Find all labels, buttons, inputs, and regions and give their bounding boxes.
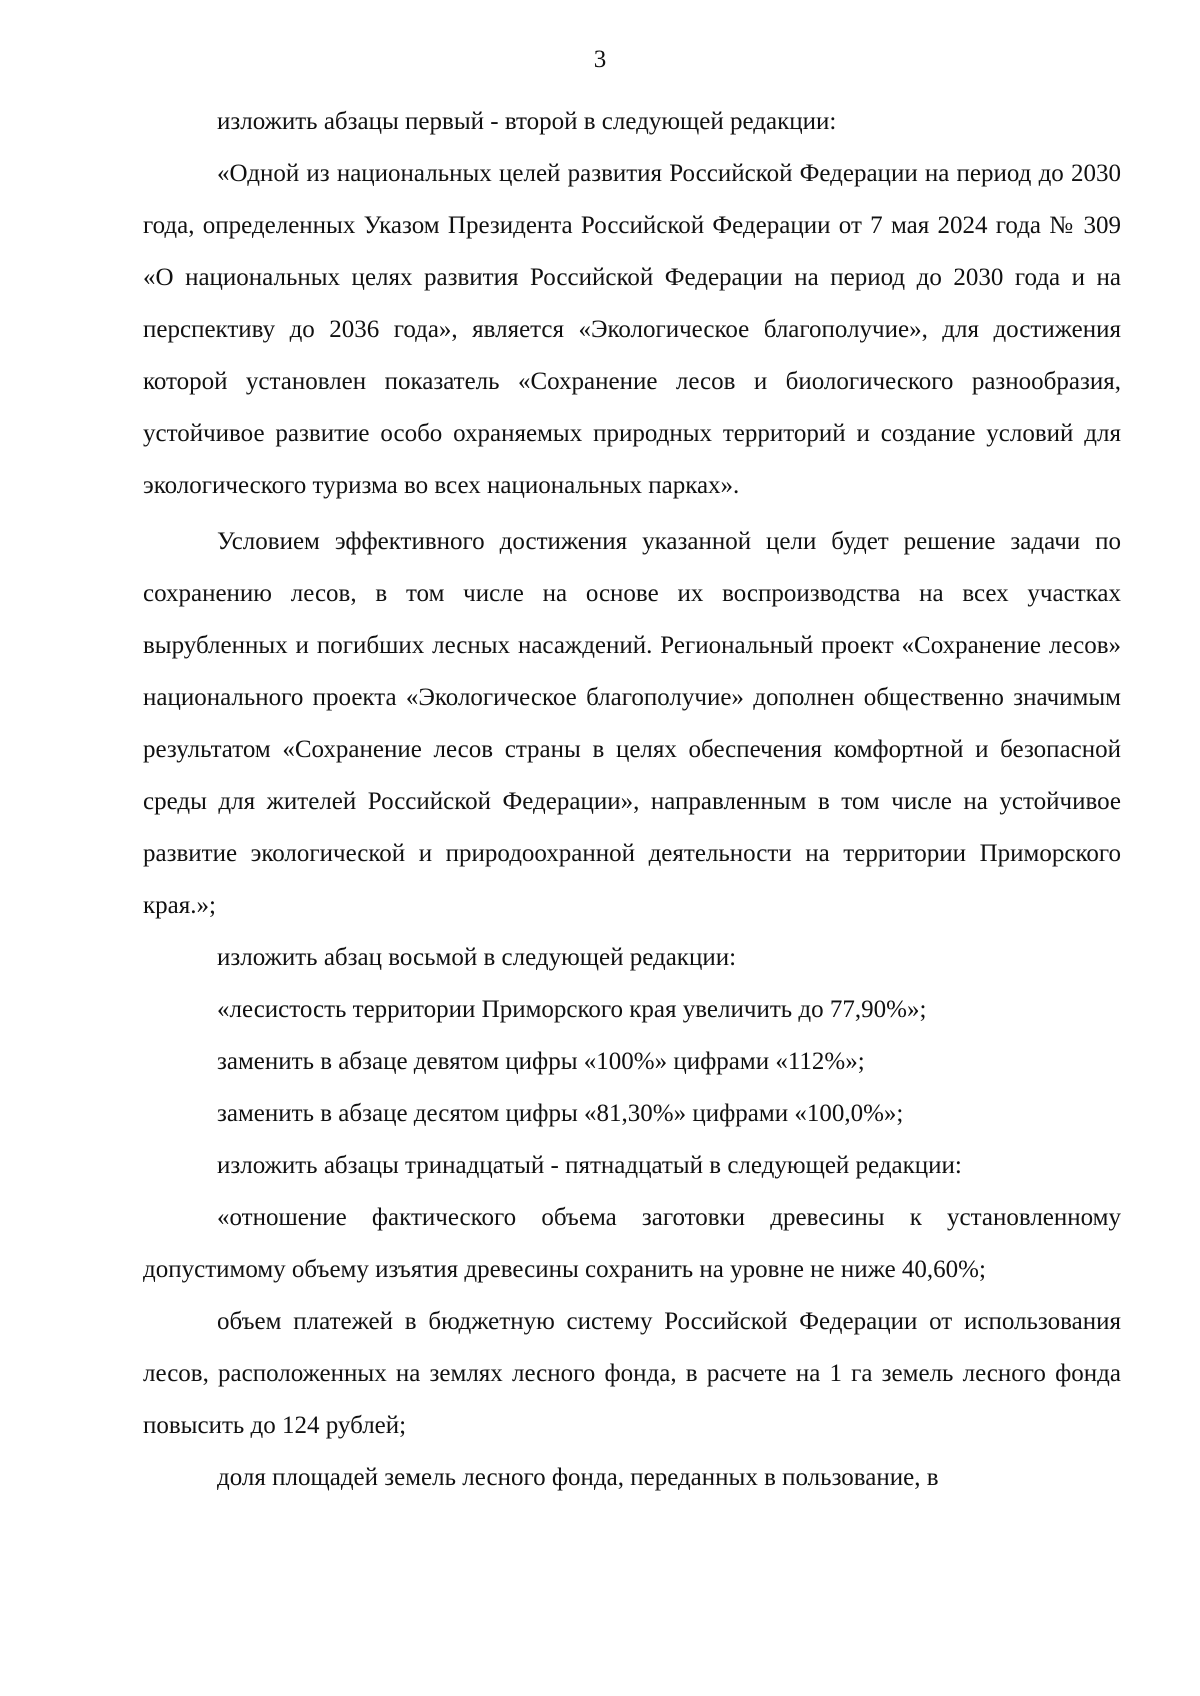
paragraph-replace-ninth: заменить в абзаце девятом цифры «100%» цифрами «112%»;	[217, 1048, 865, 1075]
paragraph-payments-volume: объем платежей в бюджетную систему Российской Федерации от использования лесов, расположенных на землях лесного фонда, в расчете на 1 га земель лесного фонда повысить до 124 рублей;	[143, 1308, 1121, 1439]
paragraph-harvest-ratio: «отношение фактического объема заготовки древесины к установленному допустимому объему изъятия древесины сохранить на уровне не ниже 40,60%;	[143, 1204, 1121, 1283]
page-number: 3	[593, 46, 607, 73]
document-body	[143, 96, 1121, 1504]
paragraph-amend-first-second: изложить абзацы первый - второй в следующей редакции:	[217, 108, 837, 135]
paragraph-amend-thirteenth-fifteenth: изложить абзацы тринадцатый - пятнадцатый в следующей редакции:	[217, 1152, 962, 1179]
paragraph-national-goal: «Одной из национальных целей развития Российской Федерации на период до 2030 года, определенных Указом Президента Российской Федерации от 7 мая 2024 года № 309 «О национальных целях развития Российской Федерации на период до 2030 года и на перспективу до 2036 года», является «Экологическое благополучие», для достижения которой установлен показатель «Сохранение лесов и биологического разнообразия, устойчивое развитие особо охраняемых природных территорий и создание условий для экологического туризма во всех национальных парках».	[143, 160, 1121, 499]
paragraph-replace-tenth: заменить в абзаце десятом цифры «81,30%» цифрами «100,0%»;	[217, 1100, 904, 1127]
paragraph-forest-cover: «лесистость территории Приморского края увеличить до 77,90%»;	[217, 996, 927, 1023]
paragraph-amend-eighth: изложить абзац восьмой в следующей редакции:	[217, 944, 737, 971]
paragraph-forest-conservation-task: Условием эффективного достижения указанной цели будет решение задачи по сохранению лесов, в том числе на основе их воспроизводства на всех участках вырубленных и погибших лесных насаждений. Региональный проект «Сохранение лесов» национального проекта «Экологическое благополучие» дополнен общественно значимым результатом «Сохранение лесов страны в целях обеспечения комфортной и безопасной среды для жителей Российской Федерации», направленным в том числе на устойчивое развитие экологической и природоохранной деятельности на территории Приморского края.»;	[143, 528, 1121, 919]
paragraph-land-share: доля площадей земель лесного фонда, переданных в пользование, в	[217, 1464, 939, 1491]
